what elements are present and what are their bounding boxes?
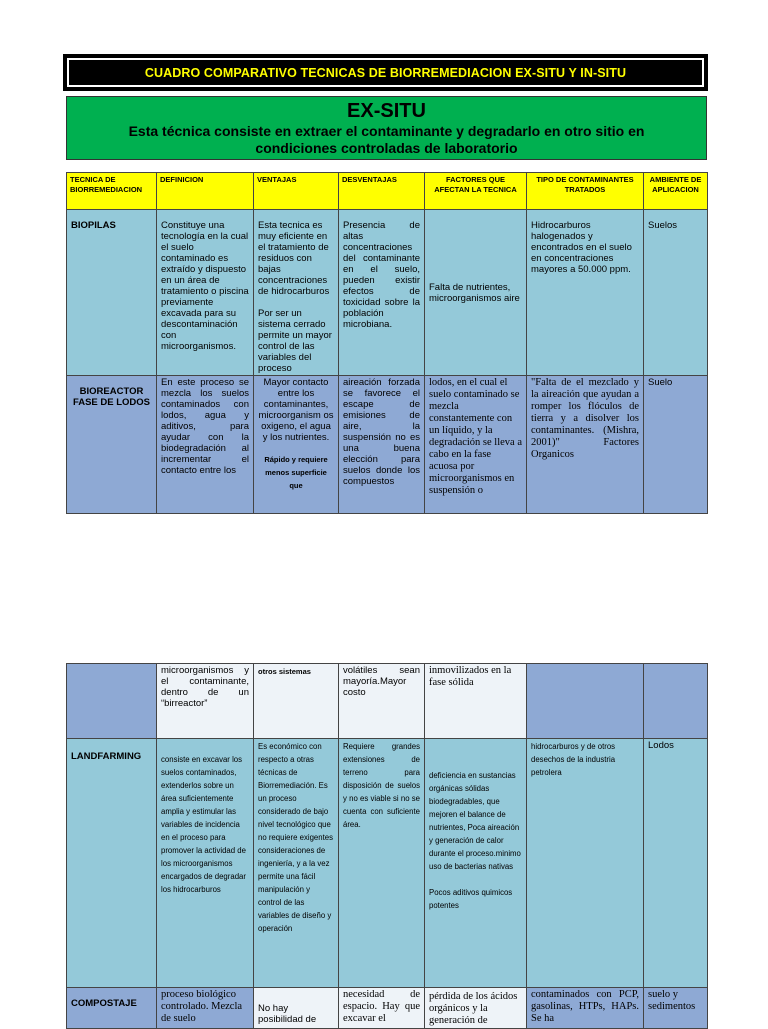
landfarming-ambiente: Lodos xyxy=(644,739,708,988)
biopilas-ambiente: Suelos xyxy=(644,210,708,376)
bioreactor-ventajas-text-2: Rápido y requiere menos superficie que xyxy=(264,455,328,490)
header-ventajas: VENTAJAS xyxy=(254,173,339,210)
document-title: CUADRO COMPARATIVO TECNICAS DE BIORREMEDIACION EX-SITU Y IN-SITU xyxy=(67,58,704,87)
comparison-table-part2 xyxy=(66,663,708,1029)
header-tecnica: TECNICA DE BIORREMEDIACION xyxy=(67,173,157,210)
bioreactor-cont-ventajas: otros sistemas xyxy=(254,664,339,739)
landfarming-factores xyxy=(425,739,527,988)
section-heading: EX-SITU xyxy=(347,100,426,122)
compostaje-ambiente: suelo y sedimentos xyxy=(644,988,708,1029)
bioreactor-cont-ambiente xyxy=(644,664,708,739)
compostaje-desventajas: necesidad de espacio. Hay que excavar el xyxy=(339,988,425,1029)
biopilas-ventajas-text-2: Por ser un sistema cerrado permite un mayor control de las variables del proceso xyxy=(258,308,332,374)
header-tipo: TIPO DE CONTAMINANTES TRATADOS xyxy=(527,173,644,210)
section-header xyxy=(66,96,707,160)
document-title-box xyxy=(63,54,708,91)
table-row-biopilas xyxy=(67,210,708,376)
table-row-bioreactor-cont xyxy=(67,664,708,739)
header-ambiente: AMBIENTE DE APLICACION xyxy=(644,173,708,210)
row-label-bioreactor: BIOREACTOR FASE DE LODOS xyxy=(67,376,157,514)
comparison-table-part1 xyxy=(66,172,708,514)
table-row-compostaje xyxy=(67,988,708,1029)
header-factores: FACTORES QUE AFECTAN LA TECNICA xyxy=(425,173,527,210)
landfarming-desventajas: Requiere grandes extensiones de terreno para disposición de suelos y no es viable si no se cuenta con suficiente área. xyxy=(339,739,425,988)
bioreactor-definicion: En este proceso se mezcla los suelos contaminados con lodos, agua y aditivos, para ayudar con la biodegradación al incrementar el contacto entre los xyxy=(157,376,254,514)
header-definicion: DEFINICION xyxy=(157,173,254,210)
row-label-compostaje: COMPOSTAJE xyxy=(67,988,157,1029)
biopilas-desventajas: Presencia de altas concentraciones del contaminante en el suelo, pueden existir efectos de toxicidad sobre la población microbiana. xyxy=(339,210,425,376)
bioreactor-cont-definicion: microorganismos y el contaminante, dentro de un “birreactor” xyxy=(157,664,254,739)
landfarming-tipo: hidrocarburos y de otros desechos de la industria petrolera xyxy=(527,739,644,988)
bioreactor-cont-tipo xyxy=(527,664,644,739)
table-header-row xyxy=(67,173,708,210)
biopilas-ventajas xyxy=(254,210,339,376)
biopilas-definicion: Constituye una tecnología en la cual el suelo contaminado es extraído y dispuesto en un área de tratamiento o piscina previamente excavada para su descontaminación con microorganismos. xyxy=(157,210,254,376)
compostaje-factores: pérdida de los ácidos orgánicos y la generación de xyxy=(425,988,527,1029)
bioreactor-desventajas: aireación forzada se favorece el escape de emisiones de aire, la suspensión no es una buena elección para suelos donde los compuestos xyxy=(339,376,425,514)
biopilas-factores: Falta de nutrientes, microorganismos aire xyxy=(425,210,527,376)
landfarming-definicion: consiste en excavar los suelos contaminados, extenderlos sobre un área suficientemente amplia y estimular las variables de incidencia en el proceso para promover la actividad de los microorganismos encargados de degradar los hidrocarburos xyxy=(157,739,254,988)
compostaje-definicion: proceso biológico controlado. Mezcla de suelo xyxy=(157,988,254,1029)
landfarming-factores-text: deficiencia en sustancias orgánicas sólidas biodegradables, que mejoren el balance de nutrientes, Poca aireación y generación de calor durante el proceso.minimo uso de bacterias nativas xyxy=(429,771,521,871)
row-label-biopilas: BIOPILAS xyxy=(67,210,157,376)
bioreactor-cont-label xyxy=(67,664,157,739)
bioreactor-cont-factores: inmovilizados en la fase sólida xyxy=(425,664,527,739)
compostaje-ventajas: No hay posibilidad de xyxy=(254,988,339,1029)
bioreactor-tipo: "Falta de el mezclado y la aireación que ayudan a romper los flóculos de tierra y a disolver los contaminantes. (Mishra, 2001)" Factores Organicos xyxy=(527,376,644,514)
landfarming-ventajas: Es económico con respecto a otras técnicas de Biorremediación. Es un proceso considerado de bajo nivel tecnológico que no requiere exigentes consideraciones de ingeniería, y a la vez permite una fácil manipulación y control de las variables de diseño y operación xyxy=(254,739,339,988)
row-label-landfarming: LANDFARMING xyxy=(67,739,157,988)
bioreactor-factores: lodos, en el cual el suelo contaminado se mezcla constantemente con un líquido, y la degradación se lleva a cabo en la fase acuosa por microorganismos en suspensión o xyxy=(425,376,527,514)
bioreactor-ambiente: Suelo xyxy=(644,376,708,514)
landfarming-factores-text-2: Pocos aditivos quimicos potentes xyxy=(429,888,513,910)
compostaje-tipo: contaminados con PCP, gasolinas, HTPs, HAPs. Se ha xyxy=(527,988,644,1029)
table-row-landfarming xyxy=(67,739,708,988)
bioreactor-ventajas xyxy=(254,376,339,514)
biopilas-ventajas-text: Esta tecnica es muy eficiente en el tratamiento de residuos con bajas concentraciones de hidrocarburos xyxy=(258,220,330,297)
bioreactor-cont-desventajas: volátiles sean mayoría.Mayor costo xyxy=(339,664,425,739)
biopilas-tipo: Hidrocarburos halogenados y encontrados en el suelo en concentraciones mayores a 50.000 ppm. xyxy=(527,210,644,376)
header-desventajas: DESVENTAJAS xyxy=(339,173,425,210)
bioreactor-ventajas-text: Mayor contacto entre los contaminantes, microorganism os oxigeno, el agua y los nutrientes. xyxy=(258,377,334,443)
table-row-bioreactor xyxy=(67,376,708,514)
section-description: Esta técnica consiste en extraer el contaminante y degradarlo en otro sitio en condiciones controladas de laboratorio xyxy=(128,123,645,156)
